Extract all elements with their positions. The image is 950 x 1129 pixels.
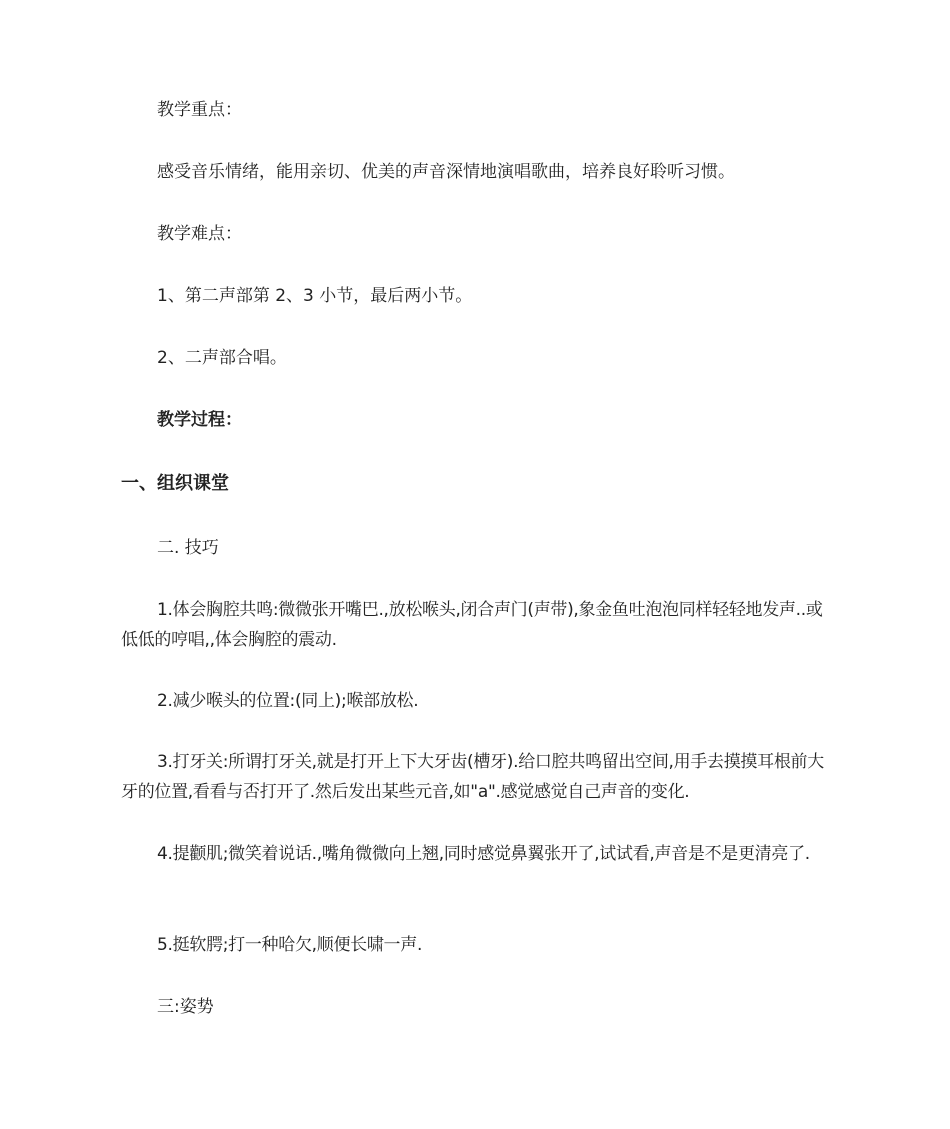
skill-item-1: 1.体会胸腔共鸣:微微张开嘴巴.,放松喉头,闭合声门(声带),象金鱼吐泡泡同样轻轻地发声..或低低的哼唱,,体会胸腔的震动. [121,600,823,650]
difficulties-heading: 教学难点： [157,224,242,244]
section-1-heading: 一、组织课堂 [121,473,229,494]
section-2-heading: 二. 技巧 [157,538,219,558]
skill-item-4: 4.提颧肌;微笑着说话.,嘴角微微向上翘,同时感觉鼻翼张开了,试试看,声音是不是更清亮了. [157,844,810,864]
process-heading: 教学过程： [157,410,242,430]
skill-item-5: 5.挺软腭;打一种哈欠,顺便长啸一声. [157,935,423,955]
difficulty-item-1: 1、第二声部第 2、3 小节，最后两小节。 [157,286,473,306]
section-3-heading: 三:姿势 [157,997,214,1017]
key-points-heading: 教学重点： [157,100,242,120]
skill-item-2: 2.减少喉头的位置:(同上);喉部放松. [157,691,419,711]
skill-item-3: 3.打牙关:所谓打牙关,就是打开上下大牙齿(槽牙).给口腔共鸣留出空间,用手去摸摸耳根前大牙的位置,看看与否打开了.然后发出某些元音,如"a".感觉感觉自己声音的变化. [121,752,824,802]
key-points-text: 感受音乐情绪，能用亲切、优美的声音深情地演唱歌曲，培养良好聆听习惯。 [157,162,735,182]
difficulty-item-2: 2、二声部合唱。 [157,348,287,368]
